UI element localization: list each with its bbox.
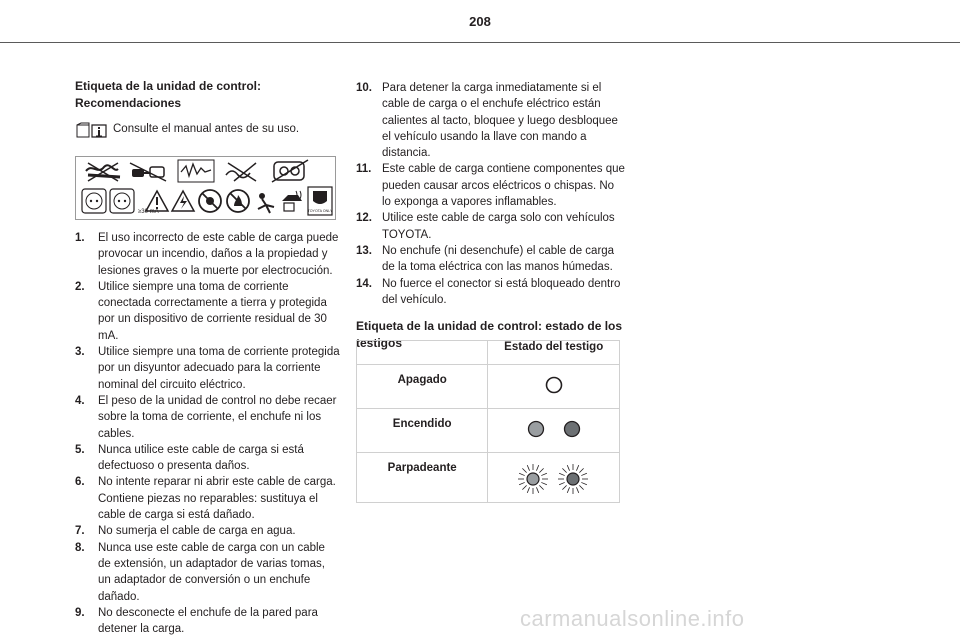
indicator-status-table [356, 340, 620, 503]
recommendations-list [75, 230, 340, 637]
blink-ray [567, 487, 569, 493]
toyota-only-icon [308, 187, 333, 215]
svg-text:≥30 mA: ≥30 mA [138, 209, 159, 215]
recommendations-title: Etiqueta de la unidad de control: Recomendaciones [75, 79, 262, 110]
no-fire-icon [86, 163, 120, 181]
electric-hazard-icon [172, 191, 194, 211]
table-row [357, 409, 620, 453]
list-item: 13. No enchufe (ni desenchufe) el cable de carga de la toma eléctrica con las manos húmedas. [356, 244, 615, 274]
blink-ray [559, 473, 565, 475]
list-item: 4. El peso de la unidad de control no debe recaer sobre la toma de corriente, el enchufe ni los cables. [75, 394, 337, 440]
blink-ray [522, 485, 526, 489]
no-flammable-icon [227, 190, 249, 212]
manual-note [75, 122, 340, 144]
blink-ray [527, 487, 529, 493]
list-item: 7. No sumerja el cable de carga en agua. [75, 525, 296, 538]
list-item: 1. El uso incorrecto de este cable de carga puede provocar un incendio, daños a la propiedad y lesiones graves o la muerte por electrocución. [75, 232, 339, 277]
blink-ray [576, 465, 578, 471]
blink-ray [579, 485, 583, 489]
list-item: 9. No desconecte el enchufe de la pared para detener la carga. [75, 606, 318, 636]
no-adapter-icon [272, 160, 308, 182]
list-item: 14. No fuerce el conector si está bloqueado dentro del vehículo. [356, 277, 621, 306]
no-water-spray-icon [199, 190, 221, 212]
right-column [356, 80, 626, 352]
blink-light [567, 473, 579, 485]
blink-ray [562, 485, 566, 489]
warning-icon [146, 191, 168, 211]
table-row [357, 365, 620, 409]
status-label: Parpadeante [357, 453, 488, 503]
blink-ray [576, 487, 578, 493]
no-disconnect-icon [258, 193, 274, 213]
blink-ray [567, 465, 569, 471]
status-section-title: Etiqueta de la unidad de control: estado de los testigos [356, 319, 623, 351]
no-water-icon [226, 163, 256, 181]
blink-ray [539, 468, 543, 472]
no-extension-cord-icon [130, 163, 166, 181]
blink-ray [527, 465, 529, 471]
blink-ray [519, 482, 525, 484]
table-row [357, 453, 620, 503]
blink-ray [541, 482, 547, 484]
blink-ray [562, 468, 566, 472]
left-column [75, 78, 340, 637]
list-item: 2. Utilice siempre una toma de corriente conectada correctamente a tierra y protegida por un dispositivo de corriente residual de 30 mA. [75, 280, 327, 342]
recommendations-list-continued [356, 80, 626, 308]
blink-ray [541, 473, 547, 475]
label-symbol-panel [75, 156, 336, 220]
car-plug-icon [282, 191, 302, 211]
status-label: Encendido [357, 409, 488, 453]
off-light-icon [488, 365, 620, 409]
watermark: carmanualsonline.info [520, 606, 745, 631]
blink-ray [522, 468, 526, 472]
blink-light [527, 473, 539, 485]
list-item: 11. Este cable de carga contiene componentes que pueden causar arcos eléctricos o chispas. No lo exponga a vapores inflamables. [356, 163, 625, 209]
outlet-icon [82, 189, 106, 213]
manual-note-text: Consulte el manual antes de su uso. [113, 123, 300, 135]
blink-ray [536, 487, 538, 493]
svg-text:TOYOTA ONLY: TOYOTA ONLY [307, 209, 333, 213]
blinking-light-icon [488, 453, 620, 503]
blink-ray [581, 473, 587, 475]
blink-ray [581, 482, 587, 484]
list-item: 5. Nunca utilice este cable de carga si está defectuoso o presenta daños. [75, 443, 304, 473]
blink-ray [559, 482, 565, 484]
top-rule [0, 42, 960, 43]
on-light-icon [488, 409, 620, 453]
list-item: 8. Nunca use este cable de carga con un cable de extensión, un adaptador de varias tomas, un adaptador de conversión o un enchufe dañado. [75, 541, 325, 603]
page-number: 208 [469, 14, 491, 29]
blink-ray [539, 485, 543, 489]
list-item: 6. No intente reparar ni abrir este cable de carga. Contiene piezas no reparables: sustituya el cable de carga si está dañado. [75, 476, 336, 522]
list-item: 10. Para detener la carga inmediatamente si el cable de carga o el enchufe eléctrico están calientes al tacto, bloquee y luego desbloquee el vehículo usando la llave con mando a distancia. [356, 82, 618, 160]
list-item: 12. Utilice este cable de carga solo con vehículos TOYOTA. [356, 212, 615, 241]
blink-ray [536, 465, 538, 471]
table-header-empty [357, 341, 488, 365]
no-damaged-cable-icon [178, 160, 214, 182]
list-item: 3. Utilice siempre una toma de corriente protegida por un disyuntor adecuado para la corriente nominal del circuito eléctrico. [75, 346, 340, 391]
manual-info-icon [75, 122, 109, 144]
status-label: Apagado [357, 365, 488, 409]
blink-ray [519, 473, 525, 475]
blink-ray [579, 468, 583, 472]
table-header-row [357, 341, 620, 365]
table-header-status: Estado del testigo [488, 341, 620, 365]
